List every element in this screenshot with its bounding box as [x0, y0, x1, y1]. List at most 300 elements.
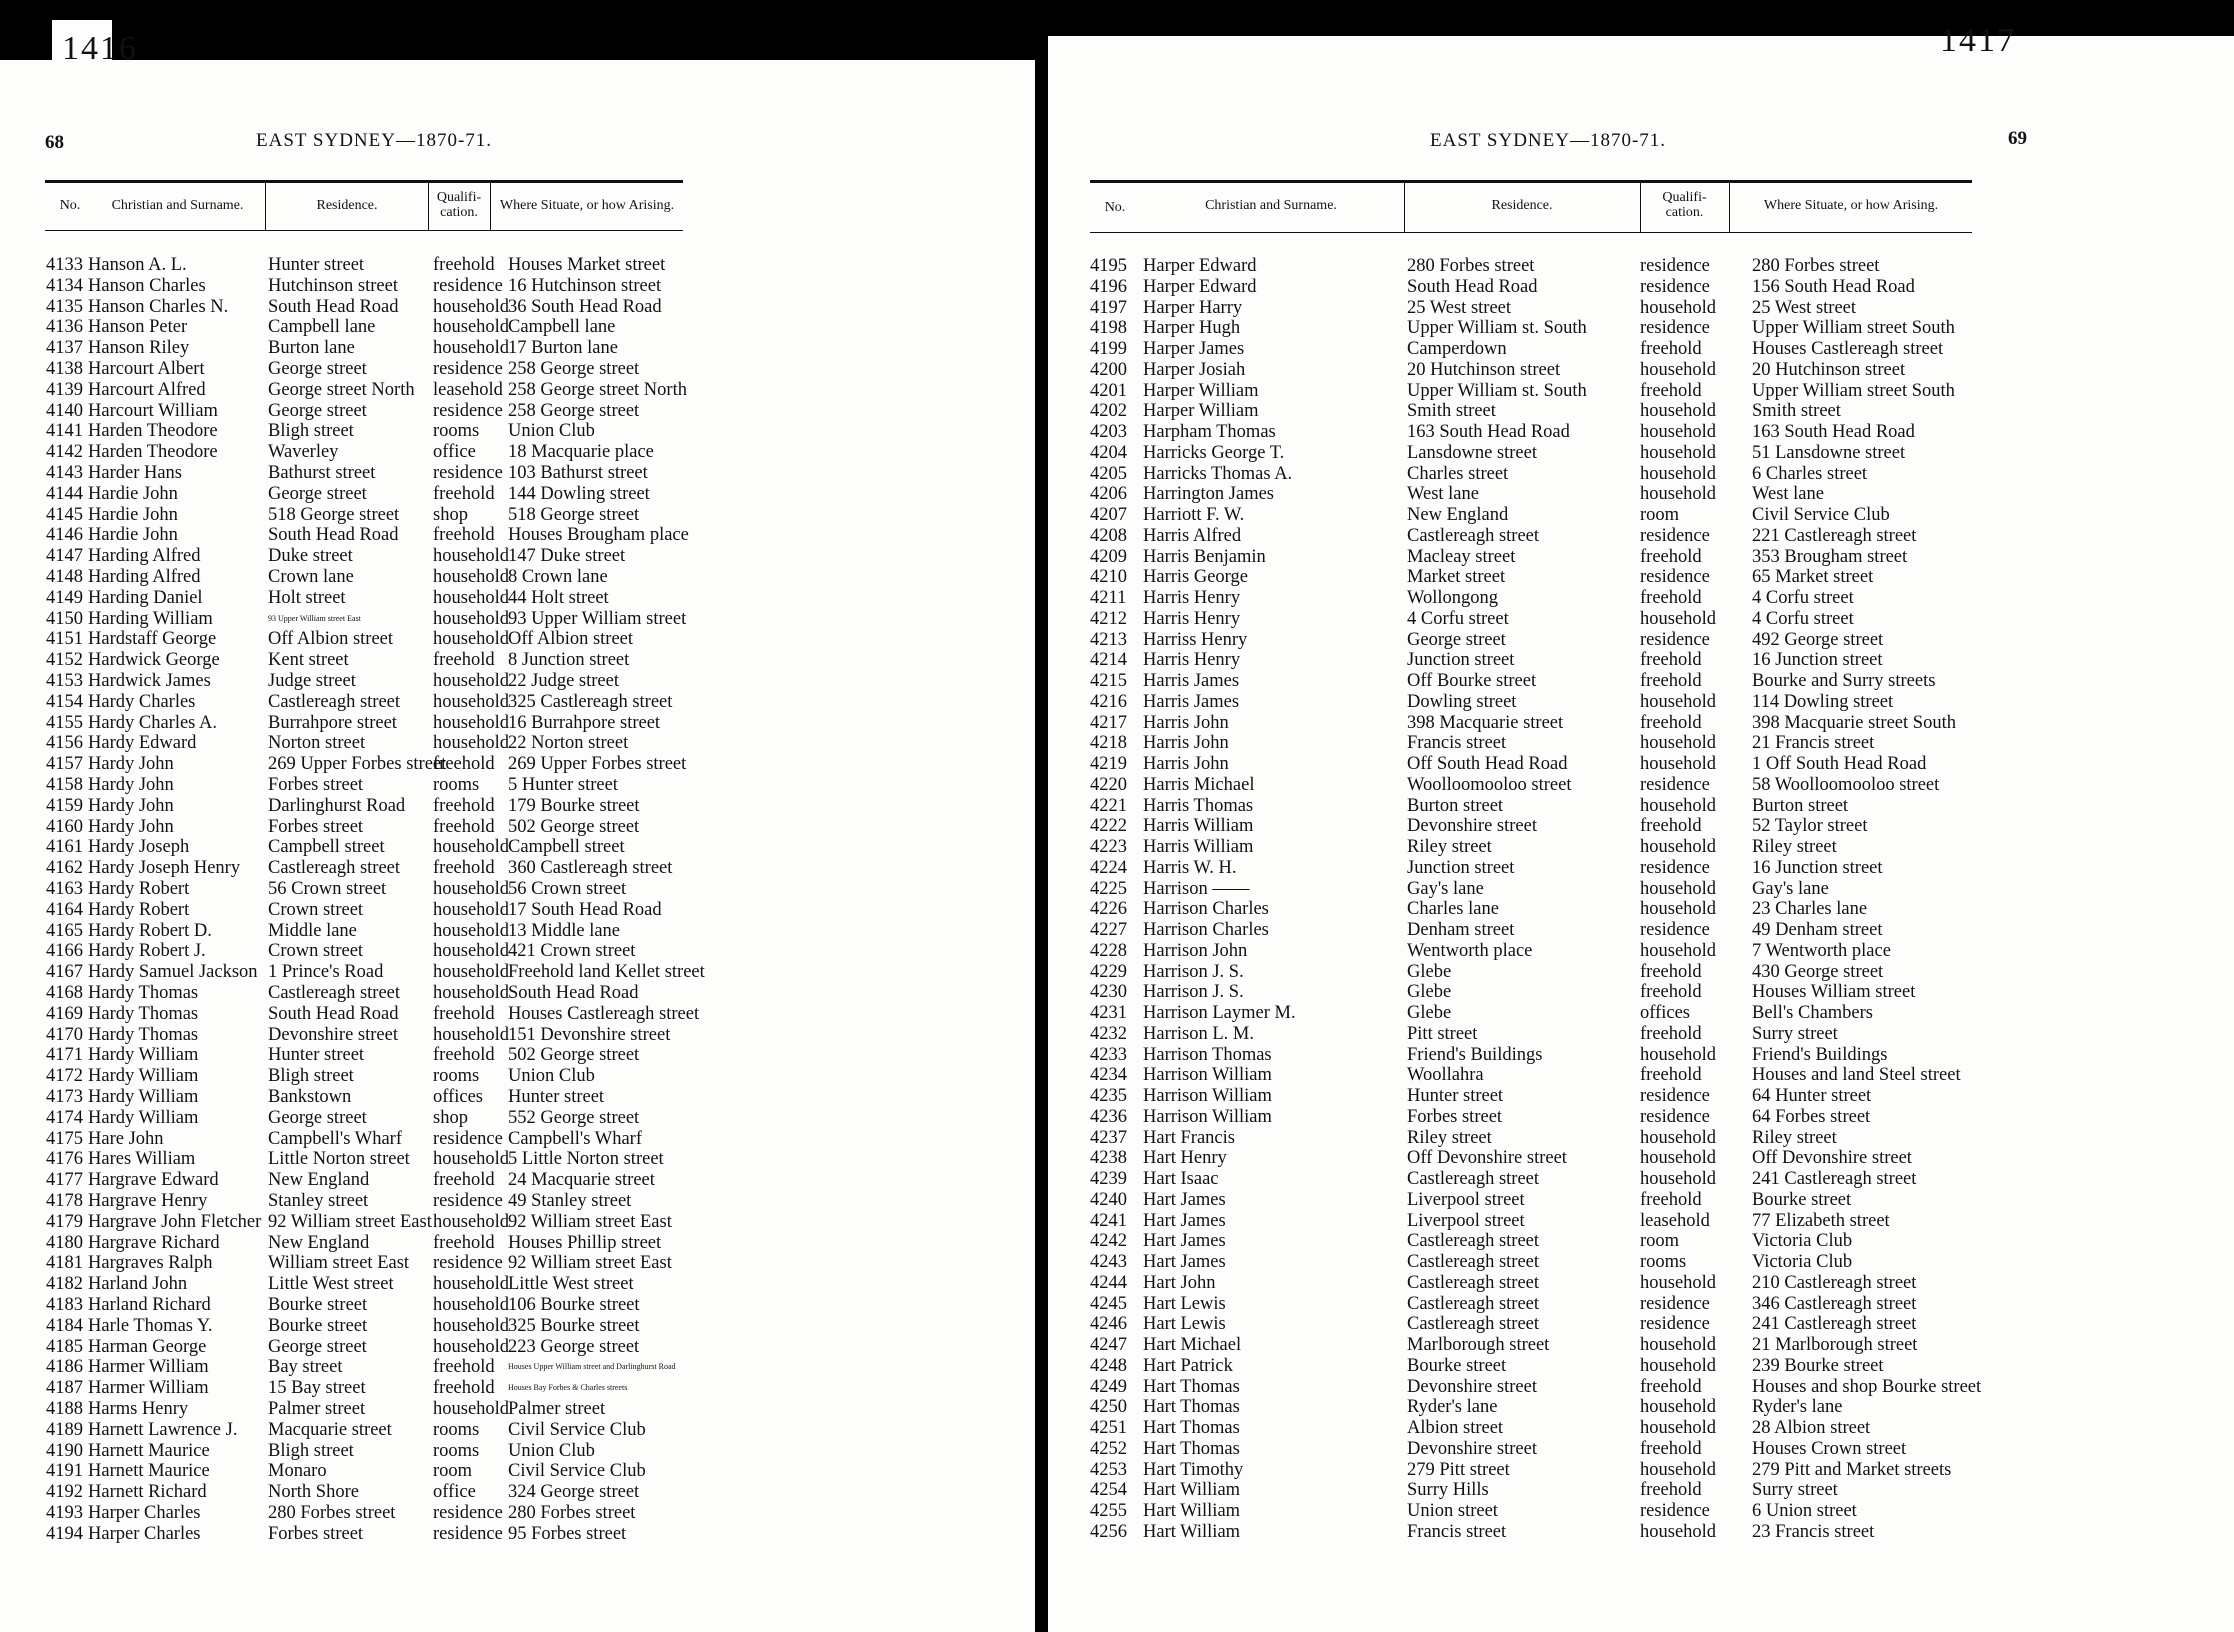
where-situate: 36 South Head Road	[508, 296, 662, 317]
qualification: freehold	[1640, 1480, 1702, 1501]
qualification: household	[1640, 1355, 1717, 1376]
qualification: household	[433, 837, 510, 858]
where-situate: 502 George street	[508, 816, 640, 837]
where-situate: Civil Service Club	[508, 1419, 646, 1440]
qualification: freehold	[1640, 1376, 1702, 1397]
qualification: residence	[1640, 1501, 1710, 1521]
entry-number: 4170	[46, 1024, 83, 1045]
qualification: household	[433, 1211, 510, 1232]
elector-name: Harris Henry	[1143, 588, 1241, 608]
qualification: residence	[433, 1191, 503, 1211]
where-situate: 430 George street	[1752, 961, 1884, 982]
elector-name: Harrington James	[1143, 484, 1275, 505]
where-situate: 239 Bourke street	[1752, 1355, 1884, 1376]
entry-number: 4246	[1090, 1314, 1127, 1335]
qualification: household	[1640, 297, 1717, 318]
qualification: freehold	[433, 1378, 495, 1399]
where-situate: 56 Crown street	[508, 879, 627, 899]
where-situate: Houses Upper William street and Darlinghurst Road	[508, 1362, 676, 1372]
residence: Camperdown	[1407, 339, 1507, 359]
where-situate: 5 Hunter street	[508, 775, 618, 795]
residence: South Head Road	[268, 525, 399, 546]
elector-name: Harnett Richard	[88, 1482, 207, 1503]
residence: Bligh street	[268, 1066, 354, 1087]
elector-name: Harding Alfred	[88, 546, 201, 567]
where-situate: 241 Castlereagh street	[1752, 1314, 1917, 1335]
qualification: household	[433, 546, 510, 567]
elector-name: Harricks Thomas A.	[1143, 463, 1293, 484]
entry-number: 4247	[1090, 1335, 1127, 1355]
entry-number: 4221	[1090, 795, 1127, 816]
residence: Marlborough street	[1407, 1335, 1550, 1355]
entry-number: 4205	[1090, 463, 1127, 484]
qualification: residence	[1640, 1106, 1710, 1127]
where-situate: 20 Hutchinson street	[1752, 359, 1906, 380]
qualification: rooms	[433, 775, 480, 795]
qualification: rooms	[433, 1066, 480, 1087]
entry-number: 4167	[46, 962, 83, 983]
where-situate: 258 George street North	[508, 379, 687, 400]
qualification: household	[1640, 1148, 1717, 1169]
entry-number: 4206	[1090, 484, 1127, 505]
left-header-qualification: Qualifi- cation.	[436, 190, 482, 220]
qualification: leasehold	[1640, 1210, 1710, 1231]
residence: Macleay street	[1407, 546, 1516, 567]
where-situate: 49 Stanley street	[508, 1191, 632, 1211]
where-situate: 58 Woolloomooloo street	[1752, 774, 1940, 795]
elector-name: Hardy Charles A.	[88, 712, 217, 733]
elector-name: Harris Henry	[1143, 608, 1241, 629]
entry-number: 4178	[46, 1191, 83, 1211]
entry-number: 4139	[46, 379, 83, 400]
where-situate: 114 Dowling street	[1752, 691, 1894, 712]
qualification: household	[1640, 1272, 1717, 1293]
residence: Waverley	[268, 442, 339, 463]
qualification: freehold	[1640, 1065, 1702, 1086]
entry-number: 4166	[46, 941, 83, 962]
entry-number: 4213	[1090, 629, 1127, 650]
qualification: household	[433, 296, 510, 317]
where-situate: Smith street	[1752, 401, 1841, 422]
elector-name: Harper Hugh	[1143, 318, 1241, 339]
right-header-no: No.	[1104, 200, 1126, 215]
residence: South Head Road	[1407, 276, 1538, 297]
entry-number: 4153	[46, 671, 83, 691]
qualification: residence	[1640, 525, 1710, 546]
entry-number: 4182	[46, 1274, 83, 1295]
where-situate: 156 South Head Road	[1752, 276, 1915, 297]
residence: Devonshire street	[1407, 1438, 1537, 1459]
qualification: residence	[1640, 1293, 1710, 1314]
where-situate: 64 Forbes street	[1752, 1106, 1871, 1127]
entry-number: 4152	[46, 650, 83, 671]
residence: Woolloomooloo street	[1407, 774, 1572, 795]
elector-name: Hardy William	[88, 1107, 199, 1128]
entry-number: 4155	[46, 712, 83, 733]
entry-number: 4232	[1090, 1023, 1127, 1044]
entry-number: 4226	[1090, 899, 1127, 920]
elector-name: Harper James	[1143, 339, 1245, 359]
where-situate: Campbell street	[508, 837, 625, 858]
residence: Lansdowne street	[1407, 442, 1537, 463]
residence: North Shore	[268, 1482, 359, 1503]
residence: Bourke street	[268, 1315, 368, 1336]
where-situate: 279 Pitt and Market streets	[1752, 1459, 1952, 1480]
residence: Forbes street	[268, 775, 364, 795]
qualification: freehold	[1640, 816, 1702, 837]
elector-name: Hares William	[88, 1149, 196, 1170]
where-situate: Palmer street	[508, 1399, 606, 1419]
entry-number: 4164	[46, 899, 83, 920]
where-situate: 92 William street East	[508, 1211, 672, 1232]
residence: Off Albion street	[268, 629, 394, 650]
where-situate: 144 Dowling street	[508, 483, 650, 504]
entry-number: 4223	[1090, 837, 1127, 857]
left-header-top-rule	[45, 180, 683, 183]
elector-name: Harper Charles	[88, 1503, 201, 1523]
where-situate: Surry street	[1752, 1023, 1838, 1044]
elector-name: Harnett Lawrence J.	[88, 1419, 238, 1440]
elector-name: Harland Richard	[88, 1295, 211, 1315]
qualification: household	[1640, 837, 1717, 857]
residence: Francis street	[1407, 1521, 1507, 1542]
where-situate: 16 Hutchinson street	[508, 275, 662, 296]
entry-number: 4217	[1090, 712, 1127, 733]
qualification: office	[433, 1482, 476, 1503]
residence: Bay street	[268, 1357, 343, 1378]
qualification: freehold	[433, 255, 495, 275]
elector-name: Harris George	[1143, 567, 1248, 588]
where-situate: Union Club	[508, 421, 595, 442]
entry-number: 4245	[1090, 1293, 1127, 1314]
qualification: household	[433, 671, 510, 691]
entry-number: 4211	[1090, 588, 1127, 608]
qualification: household	[433, 317, 510, 338]
entry-number: 4193	[46, 1503, 83, 1523]
residence: Hutchinson street	[268, 275, 398, 296]
qualification: household	[1640, 733, 1717, 754]
where-situate: Hunter street	[508, 1087, 605, 1107]
elector-name: Harding William	[88, 608, 213, 629]
where-situate: 280 Forbes street	[1752, 256, 1880, 276]
residence: Denham street	[1407, 920, 1515, 940]
qualification: residence	[1640, 629, 1710, 650]
residence: New England	[268, 1170, 370, 1191]
entry-number: 4172	[46, 1066, 83, 1087]
entry-number: 4157	[46, 754, 83, 775]
residence: Forbes street	[1407, 1106, 1503, 1127]
where-situate: Campbell's Wharf	[508, 1128, 642, 1149]
where-situate: 13 Middle lane	[508, 920, 621, 941]
residence: Liverpool street	[1407, 1210, 1525, 1231]
elector-name: Harper William	[1143, 401, 1259, 422]
entry-number: 4256	[1090, 1521, 1127, 1542]
elector-name: Hardy John	[88, 816, 174, 837]
right-header-qualification: Qualifi- cation.	[1662, 190, 1707, 220]
elector-name: Harle Thomas Y.	[88, 1315, 213, 1336]
elector-name: Hargraves Ralph	[88, 1253, 213, 1274]
where-situate: Houses Castlereagh street	[508, 1003, 700, 1024]
where-situate: Burton street	[1752, 795, 1849, 816]
qualification: freehold	[1640, 1189, 1702, 1210]
where-situate: Bourke street	[1752, 1189, 1852, 1210]
residence: Junction street	[1407, 650, 1515, 671]
entry-number: 4173	[46, 1087, 83, 1107]
entry-number: 4252	[1090, 1438, 1127, 1459]
qualification: household	[433, 879, 510, 899]
qualification: freehold	[1640, 546, 1702, 567]
residence: Junction street	[1407, 857, 1515, 878]
right-header-residence: Residence.	[1491, 198, 1553, 213]
where-situate: 502 George street	[508, 1045, 640, 1066]
where-situate: 398 Macquarie street South	[1752, 712, 1956, 733]
elector-name: Harrison William	[1143, 1086, 1272, 1106]
left-header-name: Christian and Surname.	[111, 198, 244, 213]
residence: Bligh street	[268, 1440, 354, 1461]
qualification: residence	[1640, 1086, 1710, 1106]
where-situate: 6 Union street	[1752, 1501, 1857, 1521]
elector-name: Harrison John	[1143, 940, 1248, 961]
elector-name: Harding Alfred	[88, 567, 201, 587]
qualification: household	[1640, 608, 1717, 629]
entry-number: 4200	[1090, 359, 1127, 380]
residence: Charles lane	[1407, 899, 1499, 920]
residence: Charles street	[1407, 463, 1509, 484]
where-situate: Houses and shop Bourke street	[1752, 1376, 1982, 1397]
entry-number: 4150	[46, 608, 83, 629]
where-situate: 16 Burrahpore street	[508, 712, 661, 733]
where-situate: 258 George street	[508, 400, 640, 421]
elector-name: Harris John	[1143, 712, 1229, 733]
entry-number: 4161	[46, 837, 83, 858]
qualification: household	[1640, 899, 1717, 920]
entry-number: 4202	[1090, 401, 1127, 422]
residence: Castlereagh street	[268, 858, 401, 879]
entry-number: 4154	[46, 691, 83, 712]
elector-name: Hardy Robert	[88, 879, 190, 899]
entry-number: 4148	[46, 567, 83, 587]
residence: Hunter street	[1407, 1086, 1504, 1106]
qualification: offices	[433, 1087, 483, 1107]
where-situate: South Head Road	[508, 983, 639, 1003]
entry-number: 4175	[46, 1128, 83, 1149]
entry-number: 4230	[1090, 982, 1127, 1003]
entry-number: 4235	[1090, 1086, 1127, 1106]
elector-name: Harrison J. S.	[1143, 961, 1244, 982]
where-situate: 210 Castlereagh street	[1752, 1272, 1917, 1293]
qualification: freehold	[1640, 671, 1702, 691]
entry-number: 4187	[46, 1378, 83, 1399]
residence: Francis street	[1407, 733, 1507, 754]
where-situate: 280 Forbes street	[508, 1503, 636, 1523]
where-situate: Victoria Club	[1752, 1231, 1853, 1252]
qualification: household	[1640, 359, 1717, 380]
entry-number: 4234	[1090, 1065, 1127, 1086]
elector-name: Harms Henry	[88, 1399, 189, 1419]
elector-name: Hardy William	[88, 1087, 199, 1107]
qualification: freehold	[1640, 339, 1702, 359]
qualification: freehold	[1640, 1438, 1702, 1459]
residence: 92 William street East	[268, 1211, 432, 1232]
qualification: freehold	[433, 1232, 495, 1253]
elector-name: Hart Francis	[1143, 1127, 1235, 1148]
entry-number: 4219	[1090, 754, 1127, 774]
residence: Burrahpore street	[268, 712, 397, 733]
right-header-bottom-rule	[1090, 232, 1972, 233]
entry-number: 4158	[46, 775, 83, 795]
residence: Devonshire street	[268, 1024, 398, 1045]
qualification: household	[1640, 940, 1717, 961]
where-situate: Upper William street South	[1752, 318, 1955, 339]
entry-number: 4189	[46, 1419, 83, 1440]
elector-name: Harris James	[1143, 671, 1240, 691]
left-page-number: 68	[45, 132, 64, 153]
entry-number: 4141	[46, 421, 83, 442]
residence: Campbell street	[268, 837, 385, 858]
where-situate: Union Club	[508, 1440, 595, 1461]
where-situate: Houses Brougham place	[508, 525, 689, 546]
residence: West lane	[1407, 484, 1479, 505]
elector-name: Hanson Charles	[88, 275, 206, 296]
residence: Friend's Buildings	[1407, 1044, 1543, 1065]
qualification: residence	[433, 463, 503, 483]
residence: Glebe	[1407, 961, 1452, 982]
elector-name: Harris Thomas	[1143, 795, 1254, 816]
entry-number: 4194	[46, 1523, 83, 1544]
where-situate: 77 Elizabeth street	[1752, 1210, 1890, 1231]
entry-number: 4192	[46, 1482, 83, 1503]
elector-name: Harris James	[1143, 691, 1240, 712]
where-situate: 552 George street	[508, 1107, 640, 1128]
entry-number: 4134	[46, 275, 83, 296]
residence: 279 Pitt street	[1407, 1459, 1510, 1480]
qualification: residence	[1640, 567, 1710, 588]
entry-number: 4177	[46, 1170, 83, 1191]
residence: Hunter street	[268, 255, 365, 275]
where-situate: Houses and land Steel street	[1752, 1065, 1961, 1086]
elector-name: Hart James	[1143, 1231, 1226, 1252]
residence: Burton street	[1407, 795, 1504, 816]
residence: Wentworth place	[1407, 940, 1533, 961]
elector-name: Harris Alfred	[1143, 525, 1242, 546]
where-situate: Houses Market street	[508, 255, 666, 275]
elector-name: Harper Edward	[1143, 256, 1257, 276]
qualification: freehold	[433, 858, 495, 879]
elector-name: Hardy William	[88, 1066, 199, 1087]
right-header-name: Christian and Surname.	[1205, 198, 1337, 213]
elector-name: Hart Thomas	[1143, 1418, 1240, 1438]
residence: Off Bourke street	[1407, 671, 1537, 691]
qualification: residence	[433, 1253, 503, 1274]
entry-number: 4188	[46, 1399, 83, 1419]
qualification: household	[433, 587, 510, 608]
qualification: residence	[1640, 256, 1710, 276]
residence: Wollongong	[1407, 588, 1499, 608]
residence: Upper William st. South	[1407, 318, 1587, 339]
where-situate: 241 Castlereagh street	[1752, 1169, 1917, 1189]
where-situate: 103 Bathurst street	[508, 463, 648, 483]
elector-name: Hart Isaac	[1143, 1169, 1219, 1189]
where-situate: 16 Junction street	[1752, 650, 1883, 671]
residence: Castlereagh street	[268, 983, 401, 1003]
entry-number: 4238	[1090, 1148, 1127, 1169]
qualification: household	[433, 712, 510, 733]
qualification: household	[1640, 1044, 1717, 1065]
elector-name: Hart Patrick	[1143, 1355, 1233, 1376]
elector-name: Harper Harry	[1143, 297, 1243, 318]
qualification: household	[433, 1274, 510, 1295]
elector-name: Hardstaff George	[88, 629, 217, 650]
residence: Castlereagh street	[1407, 1293, 1540, 1314]
entry-number: 4207	[1090, 505, 1127, 525]
where-situate: 6 Charles street	[1752, 463, 1868, 484]
qualification: rooms	[433, 1419, 480, 1440]
where-situate: 65 Market street	[1752, 567, 1874, 588]
elector-name: Harris W. H.	[1143, 857, 1237, 878]
qualification: freehold	[433, 795, 495, 816]
left-running-head: EAST SYDNEY—1870-71.	[256, 130, 493, 151]
residence: George street	[268, 400, 367, 421]
entry-number: 4133	[46, 255, 83, 275]
where-situate: 23 Charles lane	[1752, 899, 1868, 920]
left-folio-number: 1416	[62, 30, 138, 67]
entry-number: 4168	[46, 983, 83, 1003]
where-situate: 52 Taylor street	[1752, 816, 1868, 837]
elector-name: Harrison William	[1143, 1065, 1272, 1086]
residence: Forbes street	[268, 1523, 364, 1544]
qualification: household	[433, 899, 510, 920]
entry-number: 4163	[46, 879, 83, 899]
entry-number: 4145	[46, 504, 83, 525]
elector-name: Hardie John	[88, 504, 178, 525]
residence: Albion street	[1407, 1418, 1504, 1438]
elector-name: Hanson A. L.	[88, 255, 187, 275]
elector-name: Harriott F. W.	[1143, 505, 1245, 525]
where-situate: Riley street	[1752, 837, 1837, 857]
elector-name: Hardy Charles	[88, 691, 196, 712]
residence: Castlereagh street	[1407, 1231, 1540, 1252]
qualification: household	[1640, 484, 1717, 505]
entry-number: 4142	[46, 442, 83, 463]
elector-name: Harmer William	[88, 1378, 209, 1399]
where-situate: Victoria Club	[1752, 1252, 1853, 1272]
right-folio-number: 1417	[1940, 22, 2016, 59]
residence: Bourke street	[268, 1295, 368, 1315]
entry-number: 4244	[1090, 1272, 1127, 1293]
qualification: household	[1640, 795, 1717, 816]
where-situate: 21 Marlborough street	[1752, 1335, 1918, 1355]
qualification: household	[1640, 878, 1717, 899]
qualification: household	[433, 629, 510, 650]
where-situate: 179 Bourke street	[508, 795, 640, 816]
residence: George street	[268, 1336, 367, 1357]
elector-name: Harper Charles	[88, 1523, 201, 1544]
entry-number: 4179	[46, 1211, 83, 1232]
elector-name: Harrison William	[1143, 1106, 1272, 1127]
left-header-bottom-rule	[45, 230, 683, 231]
qualification: household	[1640, 422, 1717, 442]
elector-name: Hart Michael	[1143, 1335, 1242, 1355]
entry-number: 4231	[1090, 1003, 1127, 1023]
where-situate: Off Albion street	[508, 629, 634, 650]
qualification: household	[1640, 1169, 1717, 1189]
residence: Ryder's lane	[1407, 1397, 1498, 1418]
elector-name: Hart Henry	[1143, 1148, 1227, 1169]
residence: Gay's lane	[1407, 878, 1484, 899]
elector-name: Hanson Peter	[88, 317, 188, 338]
where-situate: Civil Service Club	[1752, 505, 1890, 525]
where-situate: 147 Duke street	[508, 546, 626, 567]
